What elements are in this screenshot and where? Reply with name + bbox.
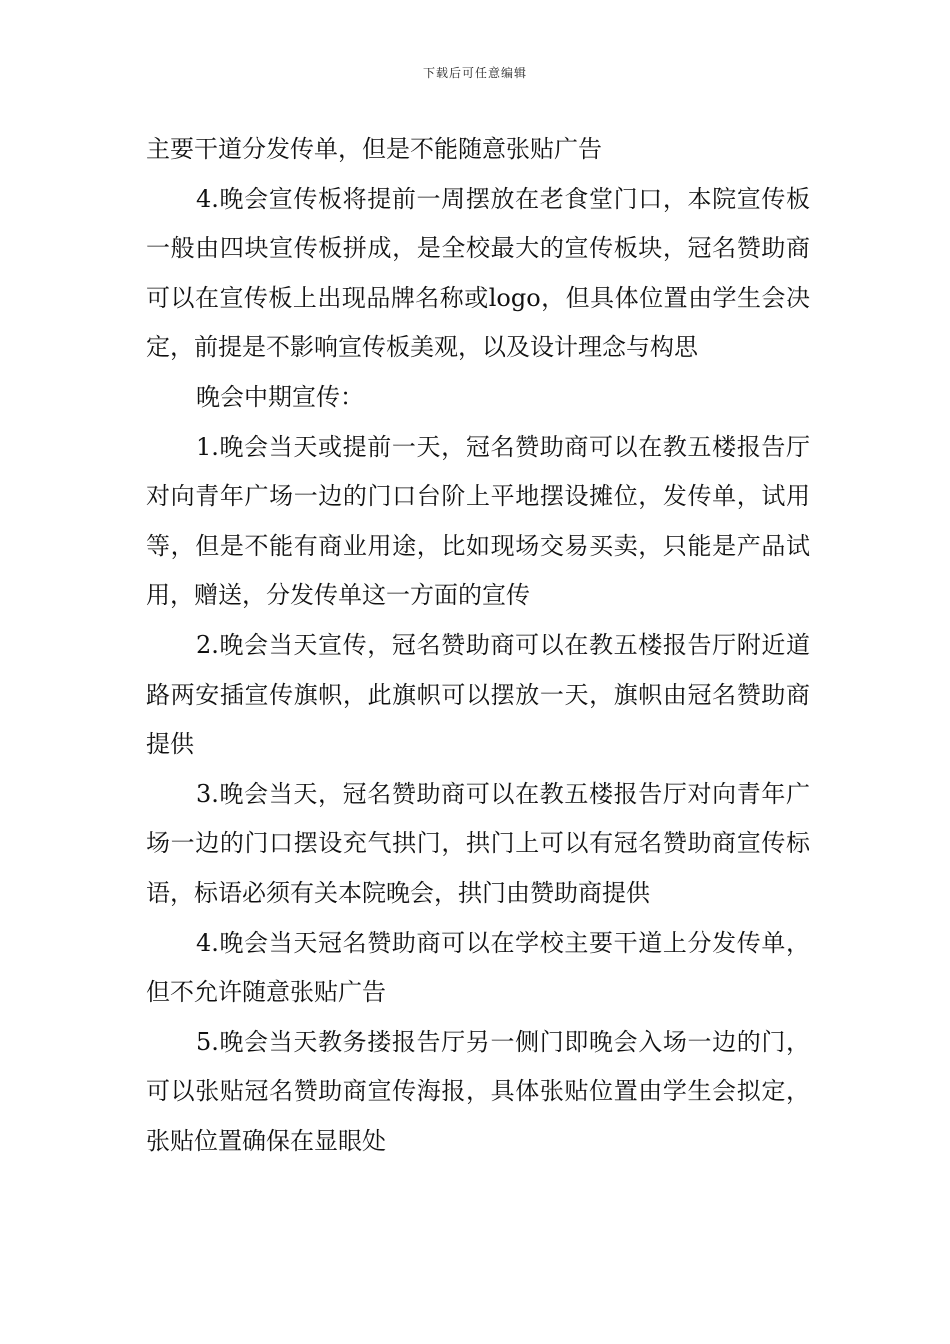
paragraph-item-5-posters: 5.晚会当天教务搂报告厅另一侧门即晚会入场一边的门，可以张贴冠名赞助商宣传海报，具体张贴位置由学生会拟定，张贴位置确保在显眼处	[146, 1027, 810, 1155]
paragraph-item-1-booth: 1.晚会当天或提前一天，冠名赞助商可以在教五楼报告厅对向青年广场一边的门口台阶上平地摆设摊位，发传单，试用等，但是不能有商业用途，比如现场交易买卖，只能是产品试用，赠送，分发传单这一方面的宣传	[146, 432, 810, 610]
section-heading-mid-promotion: 晚会中期宣传：	[196, 382, 364, 411]
paragraph-item-4-board: 4.晚会宣传板将提前一周摆放在老食堂门口，本院宣传板一般由四块宣传板拼成，是全校最大的宣传板块，冠名赞助商可以在宣传板上出现品牌名称或logo，但具体位置由学生会决定，前提是不影响宣传板美观，以及设计理念与构思	[146, 184, 810, 362]
paragraph-item-3-arch: 3.晚会当天，冠名赞助商可以在教五楼报告厅对向青年广场一边的门口摆设充气拱门，拱门上可以有冠名赞助商宣传标语，标语必须有关本院晚会，拱门由赞助商提供	[146, 779, 810, 907]
document-body	[146, 125, 810, 1166]
paragraph-item-4-flyers: 4.晚会当天冠名赞助商可以在学校主要干道上分发传单，但不允许随意张贴广告	[146, 928, 810, 1007]
page-header: 下载后可任意编辑	[422, 66, 527, 80]
paragraph-continuation: 主要干道分发传单，但是不能随意张贴广告	[146, 135, 602, 163]
paragraph-item-2-flags: 2.晚会当天宣传，冠名赞助商可以在教五楼报告厅附近道路两安插宣传旗帜，此旗帜可以摆放一天，旗帜由冠名赞助商提供	[146, 630, 810, 759]
